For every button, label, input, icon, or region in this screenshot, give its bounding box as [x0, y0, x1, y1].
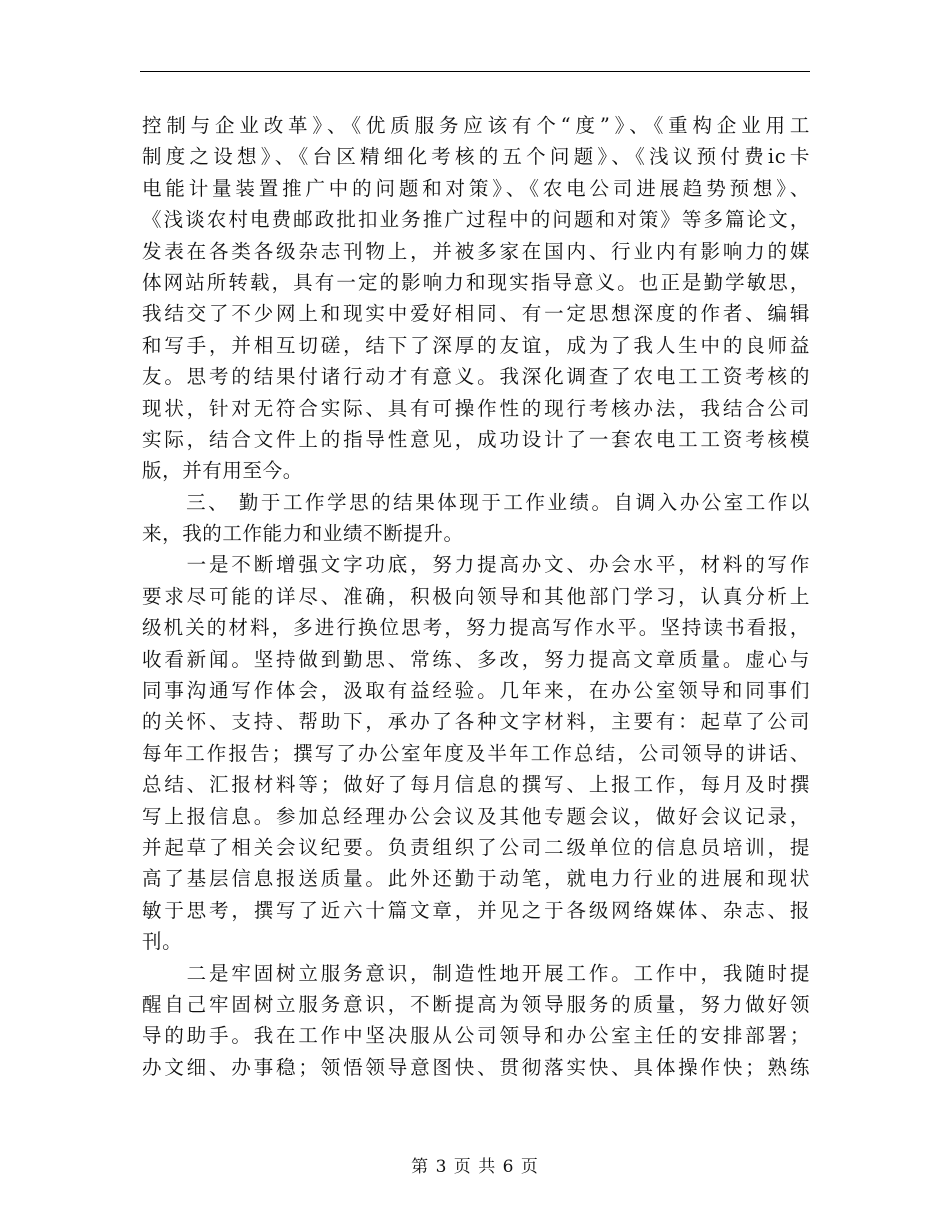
text-line: 友。思考的结果付诸行动才有意义。我深化调查了农电工工资考核的: [142, 365, 810, 389]
text-line: 《浅谈农村电费邮政批扣业务推广过程中的问题和对策》等多篇论文，: [142, 208, 810, 232]
body-text: [142, 110, 810, 1083]
text-line: 三、 勤于工作学思的结果体现于工作业绩。自调入办公室工作以: [142, 490, 810, 514]
text-line: 和写手，并相互切磋，结下了深厚的友谊，成为了我人生中的良师益: [142, 333, 810, 357]
text-line: 收看新闻。坚持做到勤思、常练、多改，努力提高文章质量。虚心与: [142, 647, 810, 671]
text-line: 每年工作报告；撰写了办公室年度及半年工作总结，公司领导的讲话、: [142, 741, 810, 765]
text-line: 醒自己牢固树立服务意识，不断提高为领导服务的质量，努力做好领: [142, 992, 810, 1016]
text-line: 制度之设想》、《台区精细化考核的五个问题》、《浅议预付费ic卡: [142, 145, 810, 169]
text-line: 我结交了不少网上和现实中爱好相同、有一定思想深度的作者、编辑: [142, 302, 810, 326]
text-line: 来，我的工作能力和业绩不断提升。: [142, 522, 464, 546]
text-line: 办文细、办事稳；领悟领导意图快、贯彻落实快、具体操作快；熟练: [142, 1055, 810, 1079]
text-line: 敏于思考，撰写了近六十篇文章，并见之于各级网络媒体、杂志、报: [142, 898, 810, 922]
text-line: 体网站所转载，具有一定的影响力和现实指导意义。也正是勤学敏思，: [142, 270, 810, 294]
text-line: 版，并有用至今。: [142, 459, 303, 483]
text-line: 要求尽可能的详尽、准确，积极向领导和其他部门学习，认真分析上: [142, 584, 810, 608]
text-line: 刊。: [142, 930, 183, 954]
text-line: 写上报信息。参加总经理办公会议及其他专题会议，做好会议记录，: [142, 804, 810, 828]
text-line: 级机关的材料，多进行换位思考，努力提高写作水平。坚持读书看报，: [142, 616, 810, 640]
text-line: 高了基层信息报送质量。此外还勤于动笔，就电力行业的进展和现状: [142, 867, 810, 891]
text-line: 现状，针对无符合实际、具有可操作性的现行考核办法，我结合公司: [142, 396, 810, 420]
text-line: 同事沟通写作体会，汲取有益经验。几年来，在办公室领导和同事们: [142, 679, 810, 703]
text-line: 电能计量装置推广中的问题和对策》、《农电公司进展趋势预想》、: [142, 176, 810, 200]
page-footer: 第 3 页 共 6 页: [411, 1157, 539, 1177]
text-line: 实际，结合文件上的指导性意见，成功设计了一套农电工工资考核模: [142, 427, 810, 451]
header-rule: [140, 71, 810, 72]
text-line: 控制与企业改革》、《优质服务应该有个“度”》、《重构企业用工: [142, 114, 810, 137]
text-line: 并起草了相关会议纪要。负责组织了公司二级单位的信息员培训，提: [142, 835, 810, 859]
text-line: 总结、汇报材料等；做好了每月信息的撰写、上报工作，每月及时撰: [142, 773, 810, 797]
text-line: 二是牢固树立服务意识，制造性地开展工作。工作中，我随时提: [142, 961, 810, 985]
text-line: 发表在各类各级杂志刊物上，并被多家在国内、行业内有影响力的媒: [142, 239, 810, 263]
text-line: 的关怀、支持、帮助下，承办了各种文字材料，主要有：起草了公司: [142, 710, 810, 734]
text-line: 导的助手。我在工作中坚决服从公司领导和办公室主任的安排部署；: [142, 1024, 810, 1048]
text-line: 一是不断增强文字功底，努力提高办文、办会水平，材料的写作: [142, 553, 810, 577]
